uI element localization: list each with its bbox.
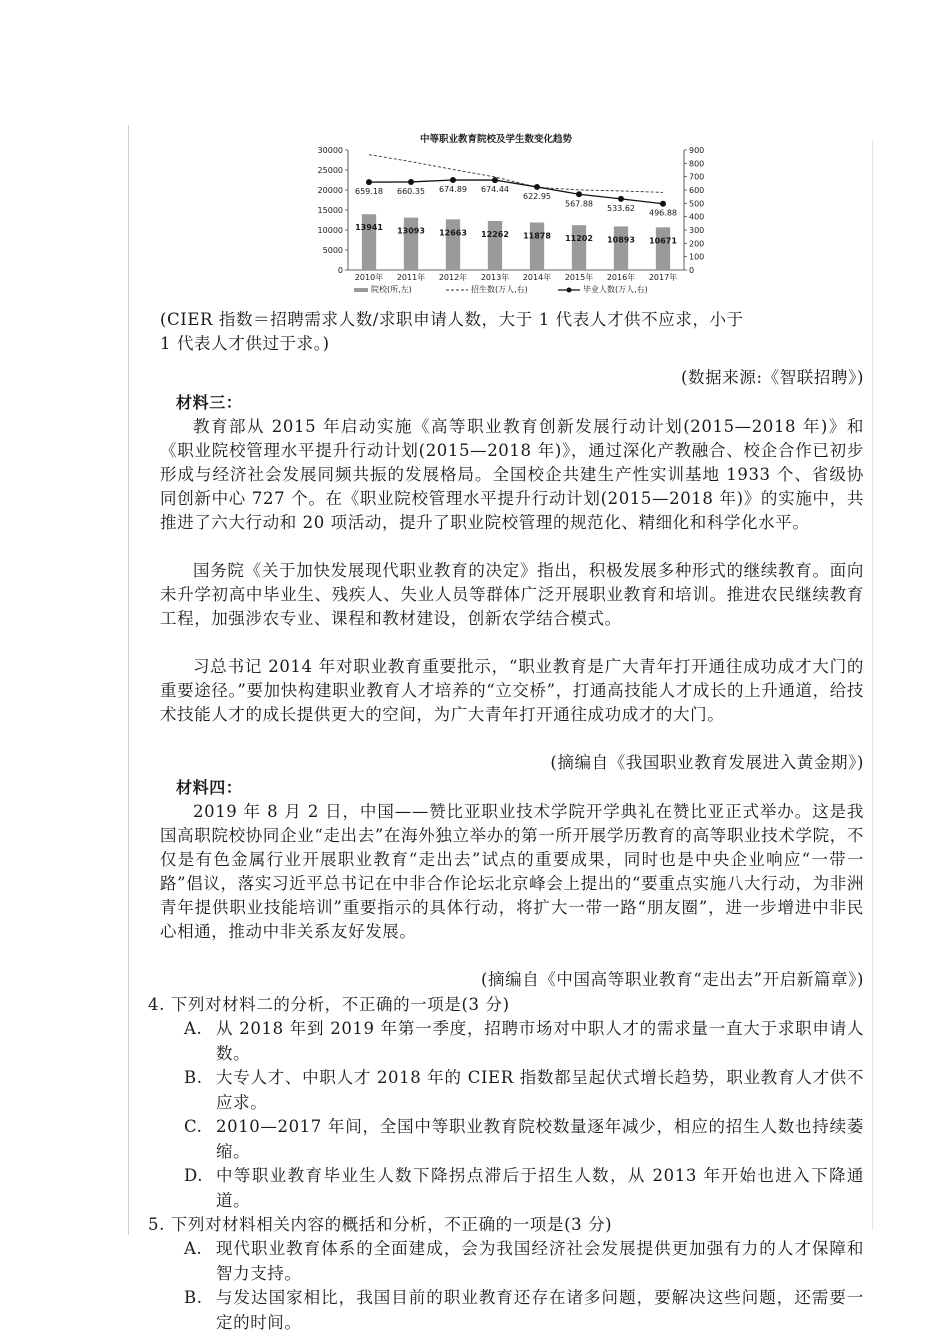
point-graduates — [366, 179, 372, 185]
point-graduates — [408, 179, 414, 185]
option-text: 与发达国家相比，我国目前的职业教育还存在诸多问题，要解决这些问题，还需要一定的时间。 — [216, 1288, 864, 1332]
bar-institutions — [530, 222, 544, 270]
point-value-label: 659.18 — [355, 187, 383, 197]
left-tick-label: 20000 — [317, 186, 343, 195]
right-tick-label: 100 — [689, 252, 705, 262]
option-text: 大专人才、中职人才 2018 年的 CIER 指数都呈起伏式增长趋势，职业教育人才供不应求。 — [216, 1068, 864, 1112]
x-tick-label: 2012年 — [438, 273, 468, 282]
question-5-stem: 5. 下列对材料相关内容的概括和分析，不正确的一项是(3 分) — [148, 1215, 613, 1234]
bar-value-label: 10893 — [607, 235, 635, 245]
point-value-label: 567.88 — [565, 199, 593, 209]
legend-label: 院校(所,左) — [371, 285, 412, 294]
x-tick-label: 2014年 — [522, 273, 552, 282]
right-tick-label: 400 — [689, 212, 705, 222]
bar-value-label: 11202 — [565, 234, 593, 244]
right-tick-label: 800 — [689, 159, 705, 169]
bar-value-label: 13941 — [355, 223, 383, 233]
material-3-paragraph-1: 教育部从 2015 年启动实施《高等职业教育创新发展行动计划(2015—2018 年)》和《职业院校管理水平提升行动计划(2015—2018 年)》，通过深化产教融合、校企合作已初步形成与经济社会发展同频共振的发展格局。全国校企共建生产性实训基地 1933 个、省级协同创新中心 727 个。在《职业院校管理水平提升行动计划(2015—2018 年)》的实施中，共推进了六大行动和 20 项活动，提升了职业院校管理的规范化、精细化和科学化水平。 — [160, 417, 864, 532]
right-tick-label: 900 — [689, 146, 705, 155]
source-golden-period: (摘编自《我国职业教育发展进入黄金期》) — [550, 753, 864, 772]
left-tick-label: 25000 — [317, 166, 343, 175]
left-tick-label: 10000 — [317, 226, 343, 235]
bar-institutions — [446, 219, 460, 270]
right-tick-label: 200 — [689, 239, 705, 249]
source-new-chapter: (摘编自《中国高等职业教育“走出去”开启新篇章》) — [481, 970, 864, 989]
material-4-heading: 材料四： — [176, 778, 243, 797]
option-text: 中等职业教育毕业生人数下降拐点滞后于招生人数，从 2013 年开始也进入下降通道。 — [216, 1166, 864, 1210]
right-tick-label: 700 — [689, 172, 705, 182]
bar-institutions — [614, 226, 628, 270]
bar-institutions — [572, 225, 586, 270]
point-value-label: 674.89 — [439, 185, 467, 195]
right-tick-label: 600 — [689, 186, 705, 195]
question-4-option-a — [186, 1017, 864, 1066]
option-label: C. — [184, 1117, 203, 1136]
chart-title: 中等职业教育院校及学生数变化趋势 — [419, 134, 573, 145]
legend-label: 招生数(万人,右) — [471, 285, 528, 294]
bar-institutions — [404, 218, 418, 270]
point-graduates — [660, 201, 666, 207]
point-value-label: 496.88 — [649, 208, 677, 218]
option-label: B. — [184, 1288, 203, 1307]
option-text: 从 2018 年到 2019 年第一季度，招聘市场对中职人才的需求量一直大于求职申请人数。 — [216, 1019, 864, 1063]
option-label: D. — [184, 1166, 204, 1185]
question-4-option-d — [186, 1164, 864, 1213]
bar-value-label: 12663 — [439, 228, 467, 238]
option-label: A. — [184, 1239, 203, 1258]
scan-margin-line — [872, 140, 873, 1230]
question-4-option-b — [186, 1066, 864, 1115]
bar-institutions — [656, 227, 670, 270]
option-text: 现代职业教育体系的全面建成，会为我国经济社会发展提供更加强有力的人才保障和智力支持。 — [216, 1239, 864, 1283]
point-value-label: 674.44 — [481, 185, 509, 195]
question-5-option-b — [186, 1286, 864, 1335]
point-value-label: 533.62 — [607, 203, 635, 213]
option-text: 2010—2017 年间，全国中等职业教育院校数量逐年减少，相应的招生人数也持续萎缩。 — [216, 1117, 864, 1161]
left-tick-label: 15000 — [317, 206, 343, 215]
legend-swatch-marker — [567, 288, 572, 293]
point-graduates — [534, 184, 540, 190]
bar-value-label: 13093 — [397, 226, 425, 236]
right-tick-label: 300 — [689, 226, 705, 235]
left-tick-label: 5000 — [322, 246, 343, 255]
trend-chart — [296, 132, 705, 302]
right-tick-label: 0 — [689, 266, 695, 275]
cier-note-line-2: 1 代表人才供过于求。) — [160, 334, 330, 353]
point-value-label: 622.95 — [523, 191, 551, 201]
bar-institutions — [488, 221, 502, 270]
point-graduates — [618, 196, 624, 202]
legend-label: 毕业人数(万人,右) — [583, 285, 648, 294]
x-tick-label: 2013年 — [480, 273, 510, 282]
left-tick-label: 0 — [337, 266, 343, 275]
question-4-option-c — [186, 1115, 864, 1164]
bar-value-label: 12262 — [481, 229, 509, 239]
point-graduates — [576, 191, 582, 197]
option-label: B. — [184, 1068, 203, 1087]
scan-margin-line — [128, 125, 129, 1235]
question-5-option-a — [186, 1237, 864, 1286]
material-3-heading: 材料三： — [176, 393, 243, 412]
x-tick-label: 2011年 — [396, 273, 426, 282]
option-label: A. — [184, 1019, 203, 1038]
right-tick-label: 500 — [689, 199, 705, 209]
point-graduates — [492, 177, 498, 183]
material-3-paragraph-2: 国务院《关于加快发展现代职业教育的决定》指出，积极发展多种形式的继续教育。面向未升学初高中毕业生、残疾人、失业人员等群体广泛开展职业教育和培训。推进农民继续教育工程，加强涉农专业、课程和教材建设，创新农学结合模式。 — [160, 561, 864, 628]
left-tick-label: 30000 — [317, 146, 343, 155]
x-tick-label: 2016年 — [606, 273, 636, 282]
bar-value-label: 10671 — [649, 236, 677, 246]
legend-swatch-bars — [354, 288, 368, 292]
cier-note-line-1: (CIER 指数＝招聘需求人数/求职申请人数，大于 1 代表人才供不应求，小于 — [160, 310, 744, 329]
question-4-stem: 4. 下列对材料二的分析，不正确的一项是(3 分) — [148, 995, 510, 1014]
x-tick-label: 2017年 — [648, 273, 678, 282]
material-4-paragraph: 2019 年 8 月 2 日，中国——赞比亚职业技术学院开学典礼在赞比亚正式举办。这是我国高职院校协同企业“走出去”在海外独立举办的第一所开展学历教育的高等职业技术学院，不仅是有色金属行业开展职业教育“走出去”试点的重要成果，同时也是中央企业响应“一带一路”倡议，落实习近平总书记在中非合作论坛北京峰会上提出的“要重点实施八大行动，为非洲青年提供职业技能培训”重要指示的具体行动，将扩大一带一路“朋友圈”，进一步增进中非民心相通，推动中非关系友好发展。 — [160, 802, 864, 941]
point-graduates — [450, 177, 456, 183]
point-value-label: 660.35 — [397, 186, 425, 196]
x-tick-label: 2015年 — [564, 273, 594, 282]
source-zhilian: (数据来源:《智联招聘》) — [681, 368, 864, 387]
bar-value-label: 11878 — [523, 231, 551, 241]
material-3-paragraph-3: 习总书记 2014 年对职业教育重要批示，“职业教育是广大青年打开通往成功成才大门的重要途径。”要加快构建职业教育人才培养的“立交桥”，打通高技能人才成长的上升通道，给技术技能人才的成长提供更大的空间，为广大青年打开通往成功成才的大门。 — [160, 657, 864, 724]
x-tick-label: 2010年 — [354, 273, 384, 282]
